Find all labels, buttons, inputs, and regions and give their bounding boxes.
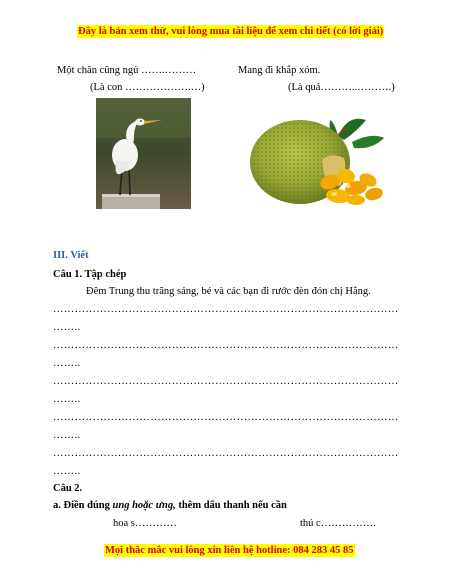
question-2-title: Câu 2. <box>53 483 83 494</box>
dotted-line: …………………………………………………………………………………… <box>53 448 399 459</box>
section-title: III. Viết <box>53 250 89 261</box>
dotted-line: …………………………………………………………………………………… <box>53 412 399 423</box>
dotted-line-end: …….. <box>53 430 81 441</box>
riddle-right-line2: (Là quả………..……….) <box>288 82 395 93</box>
dotted-line-end: …….. <box>53 394 81 405</box>
question-2a-instruction <box>53 499 287 512</box>
dotted-line-end: …….. <box>53 466 81 477</box>
jackfruit-photo <box>244 114 386 210</box>
riddle-left-line1: Một chân cũng ngủ …….……… <box>57 65 197 76</box>
instruction-italic: ung hoặc ưng, <box>112 500 176 511</box>
egret-photo <box>96 98 191 209</box>
blank-hoa: hoa s………… <box>113 518 177 529</box>
blank-thu: thú c……………. <box>300 518 376 529</box>
dotted-line: …………………………………………………………………………………… <box>53 376 399 387</box>
question-1-sentence: Đêm Trung thu trăng sáng, bé và các bạn đi rước đèn đón chị Hằng. <box>86 286 371 297</box>
riddle-right-line1: Mang đi khắp xóm. <box>238 65 321 76</box>
dotted-line: …………………………………………………………………………………… <box>53 340 399 351</box>
hotline-banner: Mọi thắc mắc vui lòng xin liên hệ hotline: 084 283 45 85 <box>105 545 354 556</box>
dotted-line-end: …….. <box>53 358 81 369</box>
preview-banner: Đây là bản xem thử, vui lòng mua tài liệu để xem chi tiết (có lời giải) <box>78 26 384 37</box>
instruction-prefix: a. Điền đúng <box>53 500 113 511</box>
riddle-left-line2: (Là con ……………….…) <box>90 82 205 93</box>
dotted-line: …………………………………………………………………………………… <box>53 304 399 315</box>
dotted-line-end: …….. <box>53 322 81 333</box>
question-1-title: Câu 1. Tập chép <box>53 269 127 280</box>
instruction-suffix: thêm dấu thanh nếu cần <box>175 500 287 511</box>
